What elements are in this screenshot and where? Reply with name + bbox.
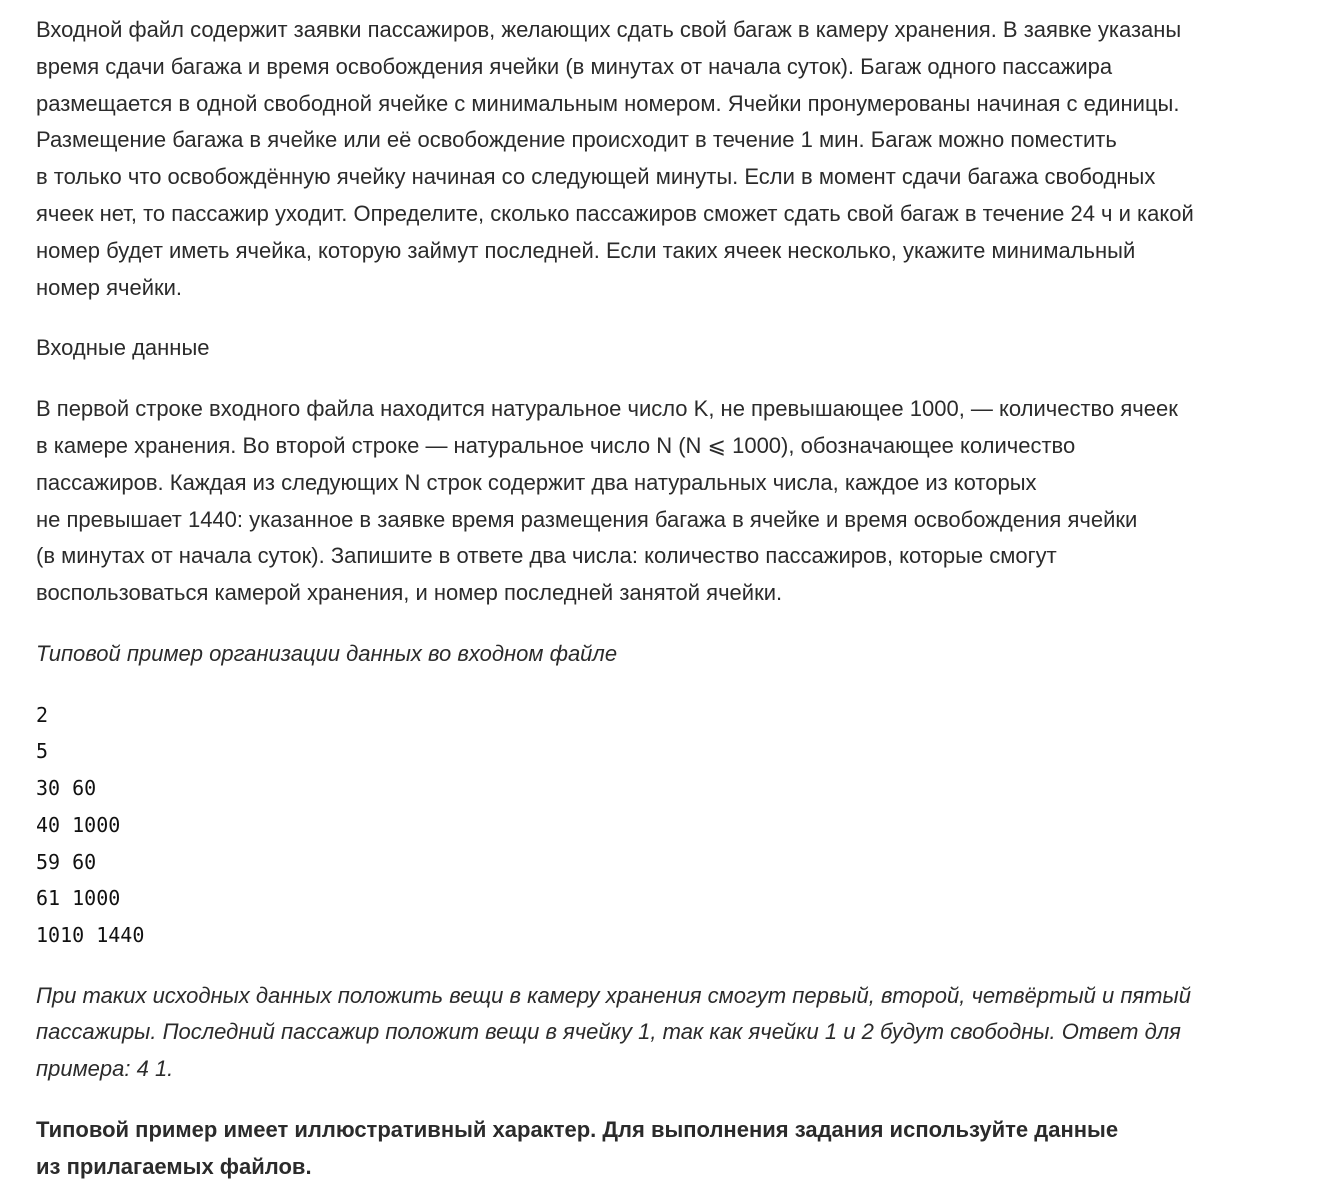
input-description-line: (в минутах от начала суток). Запишите в ответе два числа: количество пассажиров, которые смогут (36, 543, 1057, 569)
problem-content (36, 12, 1331, 1186)
input-description-line: воспользоваться камерой хранения, и номер последней занятой ячейки. (36, 580, 783, 606)
input-description-line: не превышает 1440: указанное в заявке время размещения багажа в ячейке и время освобождения ячейки (36, 506, 1138, 532)
input-description-line: В первой строке входного файла находится натуральное число K, не превышающее 1000, — количество ячеек (36, 396, 1178, 422)
task-description-line: номер будет иметь ячейка, которую займут последней. Если таких ячеек несколько, укажите минимальный (36, 237, 1136, 263)
task-description-line: Размещение багажа в ячейке или её освобождение происходит в течение 1 мин. Багаж можно поместить (36, 127, 1117, 153)
example-data-line: 61 1000 (36, 886, 121, 911)
task-description-line: размещается в одной свободной ячейке с минимальным номером. Ячейки пронумерованы начиная с единицы. (36, 90, 1180, 116)
final-note-line: Типовой пример имеет иллюстративный характер. Для выполнения задания используйте данные (36, 1117, 1119, 1143)
input-heading: Входные данные (36, 335, 210, 361)
example-note-line: примера: 4 1. (36, 1056, 174, 1082)
example-data-line: 2 (36, 702, 49, 727)
example-data-line: 5 (36, 739, 49, 764)
task-description (36, 12, 1331, 306)
example-title: Типовой пример организации данных во входном файле (36, 640, 618, 666)
example-note-line: пассажиры. Последний пассажир положит вещи в ячейку 1, так как ячейки 1 и 2 будут свободны. Ответ для (36, 1019, 1181, 1045)
example-data-line: 1010 1440 (36, 922, 145, 947)
example-data-line: 59 60 (36, 849, 97, 874)
task-description-line: в только что освобождённую ячейку начиная со следующей минуты. Если в момент сдачи багажа свободных (36, 164, 1156, 190)
example-note-line: При таких исходных данных положить вещи в камеру хранения смогут первый, второй, четвёртый и пятый (36, 982, 1191, 1008)
input-description-line: пассажиров. Каждая из следующих N строк содержит два натуральных числа, каждое из которых (36, 469, 1037, 495)
example-note (36, 978, 1331, 1088)
input-description (36, 391, 1331, 612)
example-data-block (36, 697, 1331, 954)
example-data-line: 40 1000 (36, 812, 121, 837)
task-description-line: номер ячейки. (36, 274, 183, 300)
task-description-line: время сдачи багажа и время освобождения ячейки (в минутах от начала суток). Багаж одного пассажира (36, 53, 1113, 79)
final-note (36, 1112, 1331, 1186)
example-data-line: 30 60 (36, 776, 97, 801)
task-description-line: Входной файл содержит заявки пассажиров, желающих сдать свой багаж в камеру хранения. В заявке указаны (36, 17, 1182, 42)
task-description-line: ячеек нет, то пассажир уходит. Определите, сколько пассажиров сможет сдать свой багаж в течение 24 ч и какой (36, 200, 1194, 226)
input-description-line: в камере хранения. Во второй строке — натуральное число N (N ⩽ 1000), обозначающее количество (36, 432, 1076, 458)
final-note-line: из прилагаемых файлов. (36, 1153, 312, 1179)
